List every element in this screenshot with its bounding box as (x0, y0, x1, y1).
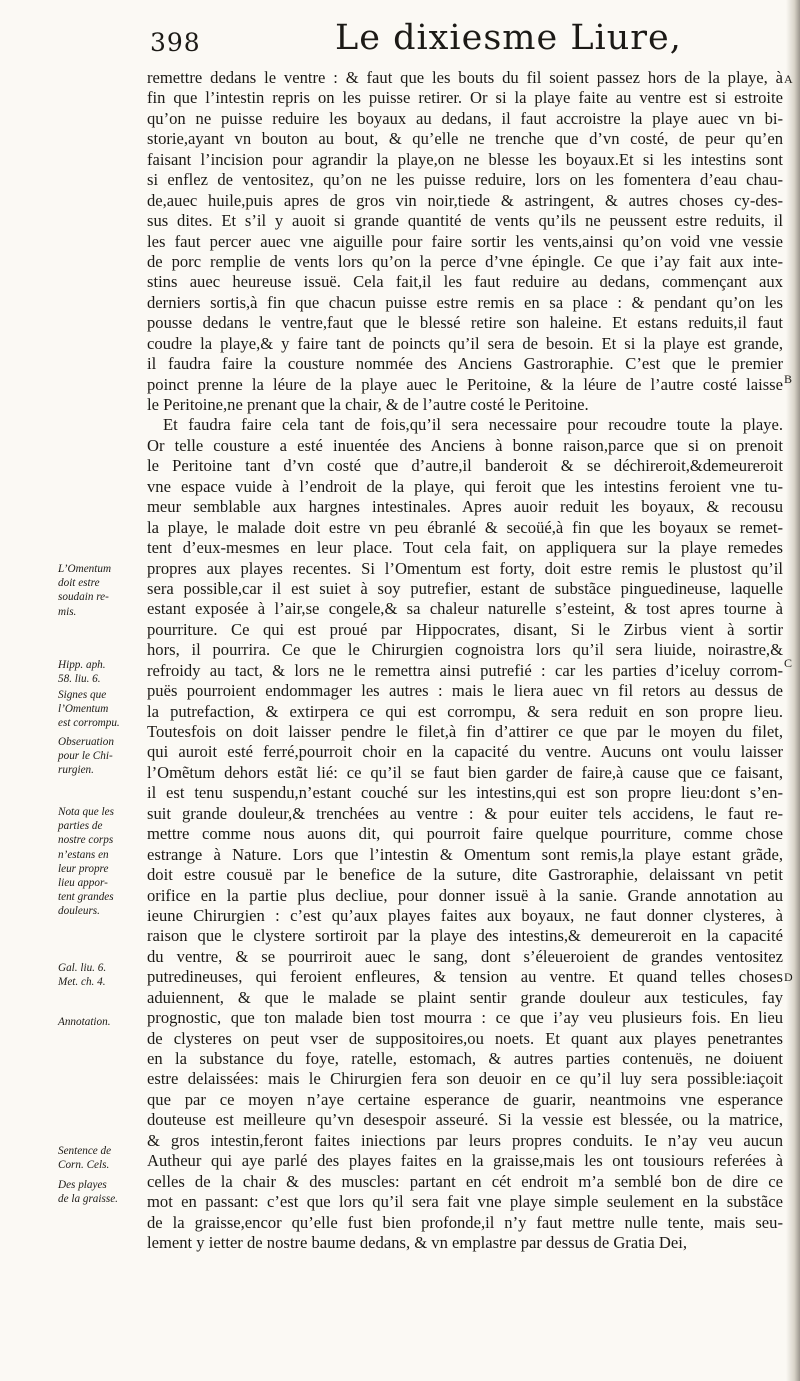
margin-note-line: rurgien. (58, 764, 94, 777)
text-line: Or telle cousture a esté inuentée des Anciens à bonne raison,parce que si on prenoit (147, 435, 783, 455)
text-line: doit estre cousuë par le benefice de la suture, dite Gastroraphie, delaissant vn petit (147, 865, 783, 885)
margin-note-line: est corrompu. (58, 717, 120, 730)
text-line: stins auec heureuse issuë. Cela fait,il les faut reduire au dedans, commençant aux (147, 272, 783, 292)
text-line: derniers sortis,à fin que chacun puisse estre remis en sa place : & pendant qu’on les (147, 292, 783, 312)
side-letter-a: A (784, 72, 793, 86)
text-line: sera possible,car il est suiet à soy putrefier, estant de substãce pinguedineuse, laquelle (147, 578, 783, 598)
text-line: vne espace vuide à l’endroit de la playe, qui feroit que les intestins feroient vne tu- (147, 476, 783, 496)
text-line: du ventre, & se pourriroit auec le sang, dont s’éleueroient de grandes ventositez (147, 946, 783, 966)
margin-note-line: Met. ch. 4. (58, 976, 106, 989)
text-line: refroidy au tact, & lors ne le remettra ainsi putrefié : car les parties d’iceluy corrom- (147, 660, 783, 680)
text-line: propres aux playes recentes. Si l’Omentum est forty, doit estre remis le plustost qu’il (147, 558, 783, 578)
page-number: 398 (150, 28, 201, 57)
text-line: pourriture. Ce qui est proué par Hippocrates, disant, Si le Zirbus vient à sortir (147, 619, 783, 639)
side-letter-d: D (784, 970, 793, 984)
margin-note-line: pour le Chi- (58, 750, 113, 763)
margin-note-line: L’Omentum (58, 563, 112, 575)
margin-note-line: Obseruation (58, 736, 114, 748)
margin-note (58, 658, 146, 686)
text-line: estant exposée à l’air,se congele,& sa chaleur naturelle s’esteint, & tost apres tourne à (147, 599, 783, 619)
margin-note-line: Hipp. aph. (58, 659, 106, 671)
text-line: il faudra faire la cousture nommée des Anciens Gastroraphie. C’est que le premier (147, 354, 783, 374)
margin-note (58, 1144, 146, 1172)
text-line: poinct prenne la léure de la playe auec le Peritoine, & la léure de l’autre costé laisse (147, 374, 783, 394)
margin-note-line: de la graisse. (58, 1193, 118, 1206)
margin-note (58, 805, 146, 919)
text-line: storie,ayant vn bouton au bout, & qu’elle ne trenche que d’vn costé, de peur qu’en (147, 129, 783, 149)
text-line: coudre la playe,& y faire tant de poincts qu’il sera de besoin. Et si la playe est grande, (147, 333, 783, 353)
margin-note-line: parties de (58, 820, 103, 833)
text-line: celles de la chair & des muscles: partant en cét endroit m’a semblé bon de dire ce (147, 1171, 783, 1191)
text-line: le Peritoine,ne prenant que la chair, & de l’autre costé le Peritoine. (147, 395, 589, 414)
margin-note (58, 1015, 146, 1029)
text-line: le Peritoine tant d’vn costé que d’autre,il banderoit & se déchireroit,&demeureroit (147, 456, 783, 476)
text-line: en la substance du foye, ratelle, estomach, & autres parties contenuës, ne doiuent (147, 1049, 783, 1068)
margin-note-line: l’Omentum (58, 703, 109, 716)
margin-note-line: nostre corps (58, 834, 114, 847)
text-line: meur semblable aux hargnes intestinales. Apres auoir reduit les boyaux, & recousu (147, 497, 783, 517)
margin-note-line: soudain re- (58, 591, 109, 604)
margin-note-line: Gal. liu. 6. (58, 962, 107, 974)
running-title: Le dixiesme Liure, (335, 18, 682, 58)
side-letter-c: C (784, 656, 793, 670)
body-text (147, 68, 783, 1253)
text-line: de,auec huile,puis apres de gros vin noir,tiede & astringent, & autres choses cy-des- (147, 190, 783, 210)
margin-note-line: n’estans en (58, 848, 109, 861)
text-line: remettre dedans le ventre : & faut que les bouts du fil soient passez hors de la playe, à (147, 68, 783, 87)
margin-note-line: 58. liu. 6. (58, 673, 101, 686)
margin-note-line: tent grandes (58, 891, 114, 904)
margin-note-line: doit estre (58, 577, 100, 590)
margin-note-line: Annotation. (58, 1016, 111, 1028)
text-line: mot en passant: c’est que lors qu’il sera fait vne playe simple seulement en la substãce (147, 1192, 783, 1212)
text-line: putredineuses, qui feroient enfleures, & tension au ventre. Et quand telles choses (147, 967, 783, 987)
text-line: fin que l’intestin repris on les puisse retirer. Or si la playe faite au ventre est si estroite (147, 88, 783, 108)
side-letter-b: B (784, 372, 793, 386)
text-line: qui auroit esté ferré,pourroit choir en la capacité du ventre. Aucuns ont voulu laisser (147, 742, 783, 762)
text-line: ieune Chirurgien : c’est qu’aux playes faites aux boyaux, ne faut donner clysteres, à (147, 905, 783, 925)
text-line: mettre comme nous auons dit, qui pourroit faire quelque pourriture, comme chose (147, 824, 783, 844)
text-line: lement y ietter de nostre baume dedans, & vn emplastre par dessus de Gratia Dei, (147, 1232, 688, 1252)
text-line: douteuse est meilleure qu’vn desespoir asseuré. Si la vessie est blessée, ou la matrice, (147, 1110, 783, 1130)
margin-note-line: Des playes (58, 1179, 107, 1191)
margin-note-line: Sentence de (58, 1145, 112, 1157)
margin-note-line: leur propre (58, 862, 109, 875)
text-line: de la graisse,encor qu’elle fust bien profonde,il n’y faut mettre nulle tente, mais seu- (147, 1212, 783, 1232)
margin-note (58, 1178, 146, 1206)
text-line: l’Omẽtum dehors estãt lié: ce qu’il se faut bien garder de faire,à cause que ce faisant, (147, 762, 783, 782)
text-line: de porc remplie de vents lors qu’on la perce d’vne épingle. Ce que i’ay fait aux inte- (147, 251, 783, 271)
text-line: suit grande douleur,& trenchées au ventre : & pour euiter tels accidens, le faut re- (147, 803, 783, 823)
text-line: & gros intestin,feront faites iniections par leurs propres conduits. Ie n’ay veu aucun (147, 1130, 783, 1150)
page-edge-shadow (786, 0, 800, 1381)
margin-note (58, 562, 146, 619)
margin-note-line: Corn. Cels. (58, 1159, 110, 1172)
margin-note-line: mis. (58, 605, 77, 618)
text-line: la playe, le malade doit estre vn peu ébranlé & secoüé,à fin que les boyaux se remet- (147, 517, 783, 537)
margin-note-line: douleurs. (58, 905, 100, 918)
text-line: pousse dedans le ventre,faut que le blessé retire son haleine. Et estans reduits,il faut (147, 313, 783, 333)
text-line: si enflez de ventositez, qu’on ne les puisse reduire, lors on les fomentera d’eau chau- (147, 170, 783, 190)
text-line: estrange à Nature. Lors que l’intestin & Omentum sont remis,la playe estant grãde, (147, 844, 783, 864)
text-line: estre delaissées: mais le Chirurgien fera son deuoir en ce qu’il luy sera possible:iaçoit (147, 1069, 783, 1089)
text-line: la putrefaction, & extirpera ce qui est corrompu, & sera reduit en son propre lieu. (147, 701, 783, 721)
margin-note (58, 735, 146, 778)
text-line: Toutesfois on doit laisser pendre le filet,à fin d’attirer ce que par le moyen du filet, (147, 722, 783, 741)
text-line: les faut percer auec vne aiguille pour faire sortir les vents,ainsi qu’on void vne vessie (147, 231, 783, 251)
text-line: Et faudra faire cela tant de fois,qu’il sera necessaire pour recoudre toute la playe. (163, 415, 783, 435)
margin-note-line: lieu appor- (58, 877, 108, 890)
text-line: de clysteres on peut vser de suppositoires,ou noets. Et quant aux playes penetrantes (147, 1028, 783, 1048)
text-line: orifice en la partie plus decliue, pour donner issuë à la sanie. Grande annotation au (147, 885, 783, 905)
text-line: il est tenu suspendu,n’estant couché sur les intestins,qui est son propre lieu:dont s’en- (147, 783, 783, 803)
page-header (150, 16, 790, 62)
text-line: que par ce moyen n’aye certaine esperance de guarir, neantmoins vne esperance (147, 1089, 783, 1109)
margin-note-line: Signes que (58, 689, 107, 701)
text-line: sus dites. Et s’il y auoit si grande quantité de vents qu’ils ne peussent estre reduits, il (147, 211, 783, 231)
margin-note (58, 961, 146, 989)
text-line: tent d’eux-mesmes en leur place. Tout cela fait, on appliquera sur la playe remedes (147, 538, 783, 558)
text-line: hors, il pourrira. Ce que le Chirurgien cognoistra lors qu’il sera liuide, noirastre,& (147, 640, 783, 660)
text-line: qu’on ne puisse reduire les boyaux au dedans, il faut accroistre la playe auec vn bi- (147, 108, 783, 128)
text-line: raison que le clystere sortiroit par la playe des intestins,& demeureroit en la capacité (147, 926, 783, 946)
margin-note (58, 688, 146, 731)
margin-note-line: Nota que les (58, 806, 114, 818)
text-line: puës pourroient endommager les autres : mais le liera auec vn fil retors au dessus de (147, 681, 783, 701)
text-line: prognostic, que ton malade bien tost mourra : ce que i’ay veu plusieurs fois. En lieu (147, 1008, 783, 1028)
text-line: aduiennent, & que le malade se plaint sentir grande douleur aux testicules, fay (147, 987, 783, 1007)
text-line: Autheur qui aye parlé des playes faites en la graisse,mais les ont tousiours referées à (147, 1151, 783, 1171)
text-line: faisant l’incision pour agrandir la playe,on ne blesse les boyaux.Et si les intestins sont (147, 149, 783, 169)
